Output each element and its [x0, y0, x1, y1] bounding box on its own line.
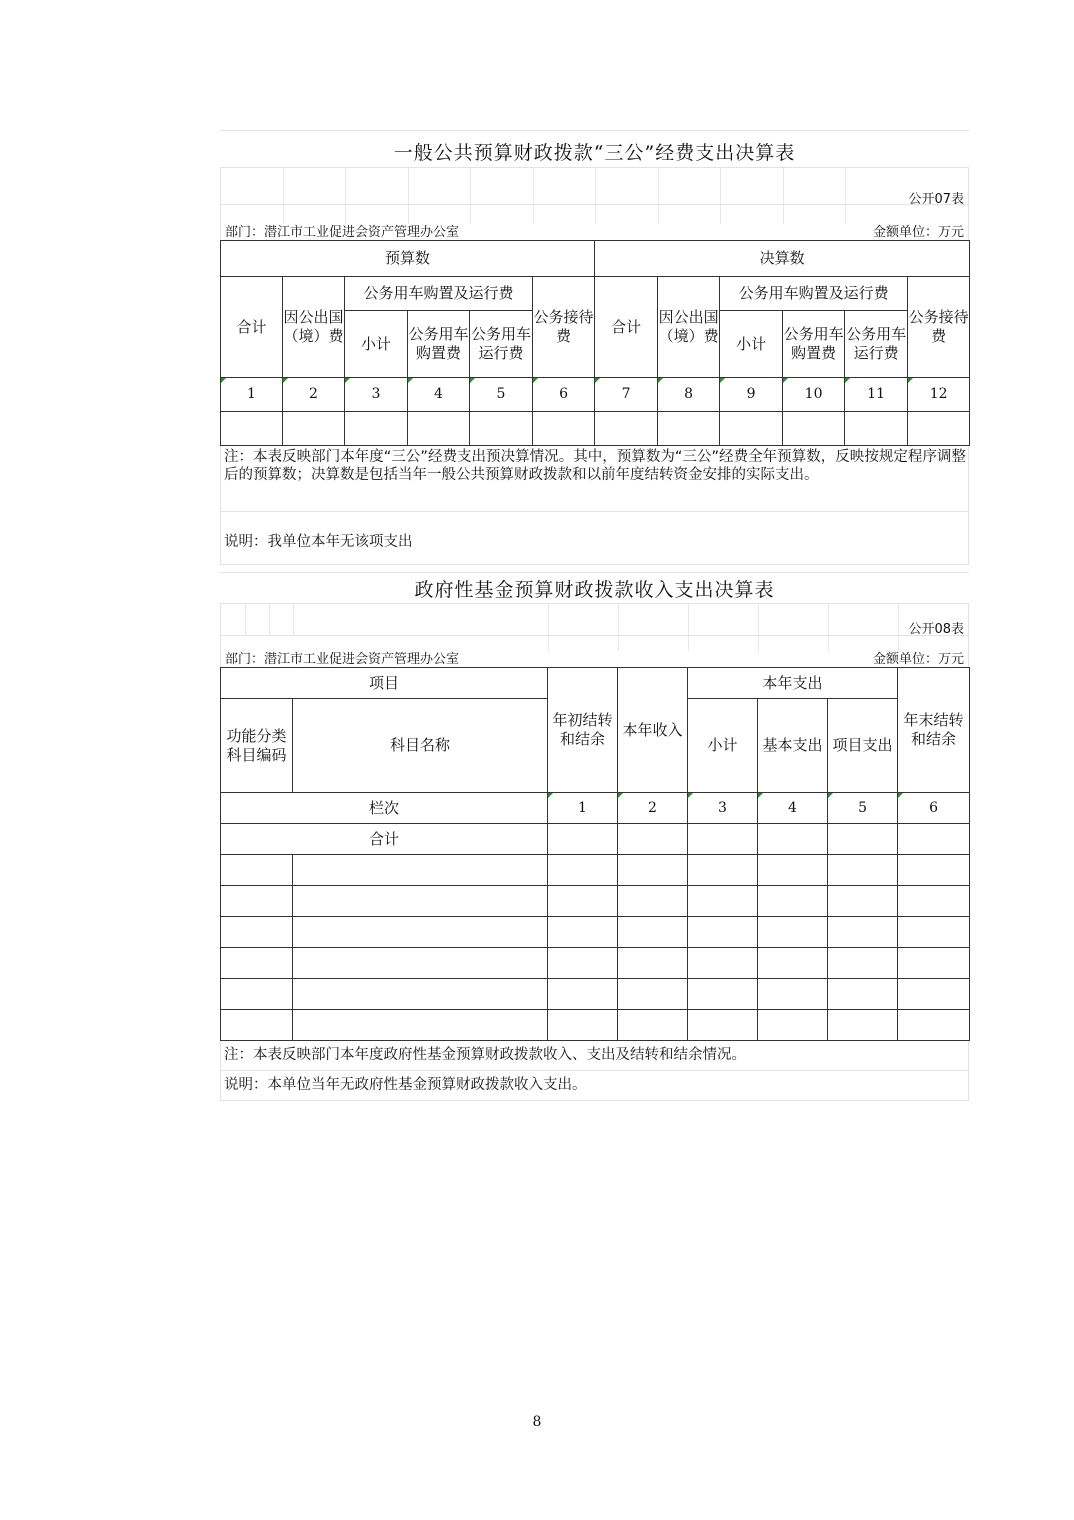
table1-header-reception: 公务接待费 [533, 277, 595, 378]
table2-remark: 说明：本单位当年无政府性基金预算财政拨款收入支出。 [220, 1071, 969, 1101]
table1-col-number: 7 [595, 378, 658, 412]
table2-sheet [220, 572, 969, 1101]
table1-note: 注：本表反映部门本年度“三公”经费支出预决算情况。其中，预算数为“三公”经费全年预算数，反映按规定程序调整后的预算数；决算数是包括当年一般公共预算财政拨款和以前年度结转资金安排的实际支出。 [220, 446, 969, 512]
table1-header-purchase-final: 公务用车购置费 [783, 311, 845, 378]
table2-header-subject-name: 科目名称 [293, 699, 548, 793]
table2-data-row [221, 979, 970, 1010]
table1-header-vehicle-final: 公务用车购置及运行费 [720, 277, 908, 311]
table1-header-purchase: 公务用车购置费 [408, 311, 470, 378]
table1-header-abroad-final: 因公出国（境）费 [658, 277, 720, 378]
table1-col-number: 5 [470, 378, 533, 412]
table1-header-vehicle: 公务用车购置及运行费 [345, 277, 533, 311]
table1-header-operation-final: 公务用车运行费 [845, 311, 908, 378]
table1-col-number: 1 [221, 378, 283, 412]
table2-data-row [221, 948, 970, 979]
table1-code: 公开07表 [908, 192, 964, 207]
table1-header-total-final: 合计 [595, 277, 658, 378]
table2-data-row [221, 1010, 970, 1041]
table1-header-subtotal: 小计 [345, 311, 408, 378]
table2-header-end-balance: 年末结转和结余 [898, 668, 970, 793]
table1-col-number: 2 [283, 378, 345, 412]
table1-amount-unit: 金额单位：万元 [872, 225, 964, 240]
table1-col-number: 6 [533, 378, 595, 412]
page-number: 8 [532, 1414, 542, 1430]
table1-remark: 说明：我单位本年无该项支出 [220, 512, 969, 565]
table2-col-number: 3 [688, 793, 758, 824]
table1-header-total: 合计 [221, 277, 283, 378]
table1-data-row [221, 412, 970, 446]
table1-meta-row [220, 204, 969, 240]
table2-col-number: 1 [548, 793, 618, 824]
table1-header-subtotal-final: 小计 [720, 311, 783, 378]
table1-sheet [220, 130, 969, 565]
table2-note: 注：本表反映部门本年度政府性基金预算财政拨款收入、支出及结转和结余情况。 [220, 1041, 969, 1071]
table2-grid [220, 667, 970, 1041]
table2-col-number: 5 [828, 793, 898, 824]
table2-col-number: 4 [758, 793, 828, 824]
table2-col-number: 6 [898, 793, 970, 824]
table1-col-number: 9 [720, 378, 783, 412]
table1-col-number: 3 [345, 378, 408, 412]
table2-blank-grid-row [220, 603, 969, 635]
table1-title: 一般公共预算财政拨款“三公”经费支出决算表 [220, 130, 969, 167]
table1-col-number: 12 [908, 378, 970, 412]
table1-department: 部门：潜江市工业促进会资产管理办公室 [225, 225, 460, 240]
table2-amount-unit: 金额单位：万元 [872, 652, 964, 667]
table2-header-project: 项目支出 [828, 699, 898, 793]
table1-header-budget: 预算数 [221, 241, 595, 277]
table1-col-number: 10 [783, 378, 845, 412]
table1-header-final: 决算数 [595, 241, 970, 277]
table2-title: 政府性基金预算财政拨款收入支出决算表 [220, 572, 969, 603]
table2-data-row [221, 886, 970, 917]
table1-header-operation: 公务用车运行费 [470, 311, 533, 378]
table2-col-number: 2 [618, 793, 688, 824]
table2-header-basic: 基本支出 [758, 699, 828, 793]
table1-col-number: 4 [408, 378, 470, 412]
table1-header-reception-final: 公务接待费 [908, 277, 970, 378]
table1-blank-grid-row [220, 167, 969, 207]
table2-header-func-code: 功能分类科目编码 [221, 699, 293, 793]
table2-row-index-label: 栏次 [221, 793, 548, 824]
table2-code: 公开08表 [908, 622, 964, 637]
table2-row-total-label: 合计 [221, 824, 548, 855]
table1-col-number: 11 [845, 378, 908, 412]
table2-header-expense: 本年支出 [688, 668, 898, 699]
table2-header-begin-balance: 年初结转和结余 [548, 668, 618, 793]
table2-header-subtotal: 小计 [688, 699, 758, 793]
table1-grid [220, 240, 970, 446]
table2-meta-row [220, 635, 969, 667]
table1-col-number: 8 [658, 378, 720, 412]
table2-data-row [221, 917, 970, 948]
table2-header-income: 本年收入 [618, 668, 688, 793]
table1-header-abroad: 因公出国（境）费 [283, 277, 345, 378]
table2-header-item: 项目 [221, 668, 548, 699]
table2-department: 部门：潜江市工业促进会资产管理办公室 [225, 652, 460, 667]
table2-data-row [221, 855, 970, 886]
